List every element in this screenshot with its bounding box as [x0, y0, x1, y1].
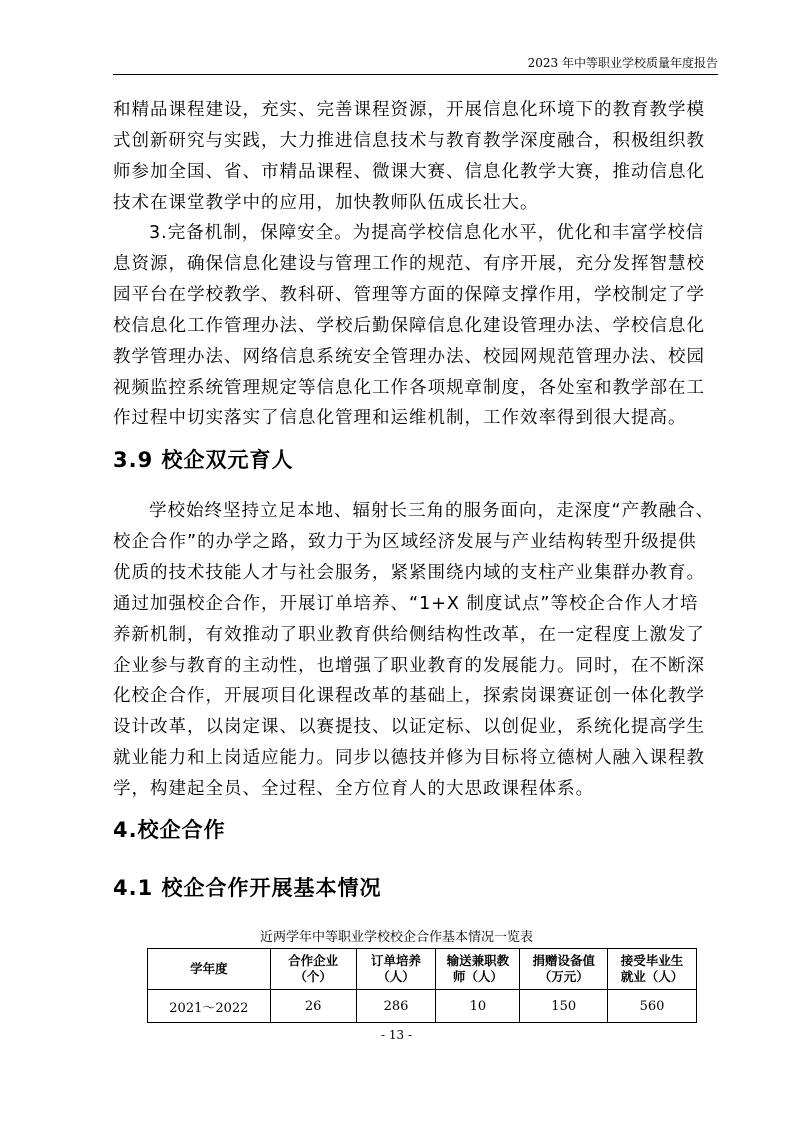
header-title: 2023 年中等职业学校质量年度报告: [527, 56, 718, 70]
page-header: [113, 55, 718, 74]
cooperation-table: [147, 948, 697, 1023]
paragraph-1: [113, 95, 713, 219]
para-line: 优质的技术技能人才与社会服务，紧紧围绕内域的支柱产业集群办教育。: [113, 562, 705, 583]
table-header-cell: 合作企业 （个）: [270, 949, 356, 990]
para-line: 校信息化工作管理办法、学校后勤保障信息化建设管理办法、学校信息化: [113, 315, 705, 336]
section-title-4-1: 4.1 校企合作开展基本情况: [113, 876, 382, 900]
table-cell: 150: [520, 990, 608, 1023]
para-line: 技术在课堂教学中的应用，加快教师队伍成长壮大。: [113, 192, 539, 213]
para-line: 通过加强校企合作，开展订单培养、“1+X 制度试点”等校企合作人才培: [113, 593, 699, 614]
para-line: 式创新研究与实践，大力推进信息技术与教育教学深度融合，积极组织教: [113, 130, 705, 151]
para-line: 息资源，确保信息化建设与管理工作的规范、有序开展，充分发挥智慧校: [113, 253, 705, 274]
table-header-cell: 订单培养 （人）: [356, 949, 436, 990]
table-cell: 560: [608, 990, 697, 1023]
para-line: 校企合作”的办学之路，致力于为区域经济发展与产业结构转型升级提供: [113, 531, 697, 552]
table-row: [148, 990, 697, 1023]
para-line: 师参加全国、省、市精品课程、微课大赛、信息化教学大赛，推动信息化: [113, 161, 705, 182]
page-number: - 13 -: [380, 1028, 412, 1042]
para-line: 园平台在学校教学、教科研、管理等方面的保障支撑作用，学校制定了学: [113, 284, 705, 305]
section-title-3-9: 3.9 校企双元育人: [113, 448, 294, 472]
table-header-row: [148, 949, 697, 990]
para-line: 和精品课程建设，充实、完善课程资源，开展信息化环境下的教育教学模: [113, 100, 705, 120]
table-header-cell: 接受毕业生 就业（人）: [608, 949, 697, 990]
header-rule: [113, 74, 718, 75]
table-cell: 286: [356, 990, 436, 1023]
paragraph-2: [113, 218, 713, 434]
para-line: 就业能力和上岗适应能力。同步以德技并修为目标将立德树人融入课程教: [113, 748, 705, 769]
para-line: 教学管理办法、网络信息系统安全管理办法、校园网规范管理办法、校园: [113, 346, 705, 367]
table-cell: 2021～2022: [148, 990, 271, 1023]
para-line: 视频监控系统管理规定等信息化工作各项规章制度，各处室和教学部在工: [113, 377, 705, 398]
table-cell: 26: [270, 990, 356, 1023]
para-line: 3.完备机制，保障安全。为提高学校信息化水平，优化和丰富学校信: [149, 223, 705, 243]
para-line: 作过程中切实落实了信息化管理和运维机制，工作效率得到很大提高。: [113, 408, 687, 429]
table-cell: 10: [436, 990, 520, 1023]
para-line: 企业参与教育的主动性，也增强了职业教育的发展能力。同时，在不断深: [113, 655, 705, 676]
para-line: 养新机制，有效推动了职业教育供给侧结构性改革，在一定程度上激发了: [113, 624, 705, 645]
para-line: 化校企合作，开展项目化课程改革的基础上，探索岗课赛证创一体化教学: [113, 686, 705, 707]
table-header-cell: 学年度: [148, 949, 271, 990]
table-header-cell: 捐赠设备值 （万元）: [520, 949, 608, 990]
section-title-4: 4.校企合作: [113, 818, 226, 842]
para-line: 学，构建起全员、全过程、全方位育人的大思政课程体系。: [113, 779, 594, 800]
para-line: 设计改革，以岗定课、以赛提技、以证定标、以创促业，系统化提高学生: [113, 717, 705, 738]
paragraph-3: [113, 496, 713, 805]
table-caption: 近两学年中等职业学校校企合作基本情况一览表: [259, 930, 533, 945]
para-line: 学校始终坚持立足本地、辐射长三角的服务面向，走深度“产教融合、: [149, 501, 715, 521]
table-header-cell: 输送兼职教 师（人）: [436, 949, 520, 990]
